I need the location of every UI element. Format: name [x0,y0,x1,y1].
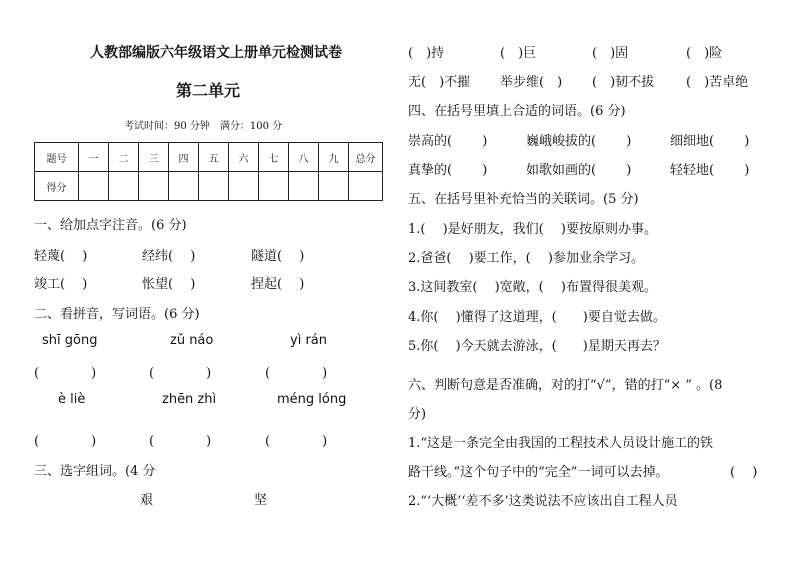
conjunction-item[interactable]: 5.你( )今天就去游泳，( )星期天再去？ [408,339,666,354]
word-blank[interactable]: ( ) [149,366,212,381]
pinyin-label: è liè [58,392,86,407]
score-header-cell: 六 [229,143,259,172]
conjunction-item[interactable]: 3.这间教室( )宽敞，( )布置得很美观。 [408,280,657,295]
choice-item[interactable]: ( )韧不拔 [592,75,655,90]
score-header-cell: 二 [109,143,139,172]
conjunction-item[interactable]: 2.爸爸( )要工作，( )参加业余学习。 [408,251,644,266]
score-cell[interactable] [139,172,169,201]
word-blank[interactable]: ( ) [265,434,328,449]
score-header-cell: 七 [259,143,289,172]
score-table-header-row [35,143,383,172]
score-table-score-row [35,172,383,201]
score-header-cell: 总分 [349,143,383,172]
section1-heading: 一、给加点字注音。(6 分) [34,218,187,233]
score-header-cell: 四 [169,143,199,172]
choice-item[interactable]: ( )险 [686,46,723,61]
judge-item-text: 路干线。”这个句子中的“完全”一词可以去掉。 [408,465,669,480]
score-table [34,142,383,201]
pinyin-item[interactable]: 怅望( ) [142,277,196,292]
conjunction-item[interactable]: 4.你( )懂得了这道理，( )要自觉去做。 [408,310,666,325]
score-header-cell: 一 [79,143,109,172]
choice-char: 坚 [254,493,268,508]
fill-item[interactable]: 如歌如画的( ) [526,163,632,178]
fill-item[interactable]: 细细地( ) [670,134,750,149]
judge-item-text: 2.“‘大概’‘差不多’这类说法不应该出自工程人员 [408,494,678,509]
section2-heading: 二、看拼音，写词语。(6 分) [34,307,200,322]
pinyin-item[interactable]: 捏起( ) [251,277,305,292]
section3-heading: 三、选字组词。(4 分 [34,464,156,479]
pinyin-item[interactable]: 轻蔑( ) [34,249,88,264]
word-blank[interactable]: ( ) [265,366,328,381]
score-row-label: 得分 [35,172,79,201]
score-cell[interactable] [169,172,199,201]
score-header-cell: 题号 [35,143,79,172]
exam-info: 考试时间：90 分钟 满分：100 分 [124,121,283,132]
fill-item[interactable]: 崇高的( ) [408,134,488,149]
score-cell[interactable] [229,172,259,201]
pinyin-label: zhēn zhì [162,392,217,407]
choice-item[interactable]: ( )固 [592,46,629,61]
section6-heading: 六、判断句意是否准确，对的打“√”，错的打“× ” 。(8 [408,378,723,393]
pinyin-label: méng lóng [277,392,347,407]
score-cell[interactable] [199,172,229,201]
fill-item[interactable]: 真挚的( ) [408,163,488,178]
section6-heading-cont: 分) [408,407,427,422]
unit-title: 第二单元 [176,81,241,100]
word-blank[interactable]: ( ) [149,434,212,449]
score-cell[interactable] [109,172,139,201]
fill-item[interactable]: 轻轻地( ) [670,163,750,178]
judge-item-text: 1.“这是一条完全由我国的工程技术人员设计施工的铁 [408,436,714,451]
choice-item[interactable]: ( )持 [408,46,445,61]
score-header-cell: 五 [199,143,229,172]
score-header-cell: 三 [139,143,169,172]
judge-answer-blank[interactable]: ( ) [730,465,758,480]
choice-item[interactable]: ( )苦卓绝 [686,75,749,90]
choice-char: 艰 [140,493,154,508]
conjunction-item[interactable]: 1.( )是好朋友，我们( )要按原则办事。 [408,222,657,237]
pinyin-label: yì rán [290,333,327,348]
choice-item[interactable]: ( )巨 [500,46,537,61]
score-cell[interactable] [259,172,289,201]
pinyin-item[interactable]: 隧道( ) [251,249,305,264]
pinyin-item[interactable]: 竣工( ) [34,277,88,292]
pinyin-label: zǔ náo [170,333,214,348]
page-title: 人教部编版六年级语文上册单元检测试卷 [90,45,342,61]
pinyin-item[interactable]: 经纬( ) [142,249,196,264]
word-blank[interactable]: ( ) [34,366,97,381]
section4-heading: 四、在括号里填上合适的词语。(6 分) [408,104,626,119]
score-cell[interactable] [349,172,383,201]
score-cell[interactable] [289,172,319,201]
score-header-cell: 九 [319,143,349,172]
pinyin-label: shī gōng [42,333,98,348]
fill-item[interactable]: 巍峨峻拔的( ) [526,134,632,149]
word-blank[interactable]: ( ) [34,434,97,449]
section5-heading: 五、在括号里补充恰当的关联词。(5 分) [408,192,639,207]
choice-item[interactable]: 无( )不摧 [408,75,471,90]
choice-item[interactable]: 举步维( ) [500,75,563,90]
score-cell[interactable] [79,172,109,201]
score-header-cell: 八 [289,143,319,172]
score-cell[interactable] [319,172,349,201]
